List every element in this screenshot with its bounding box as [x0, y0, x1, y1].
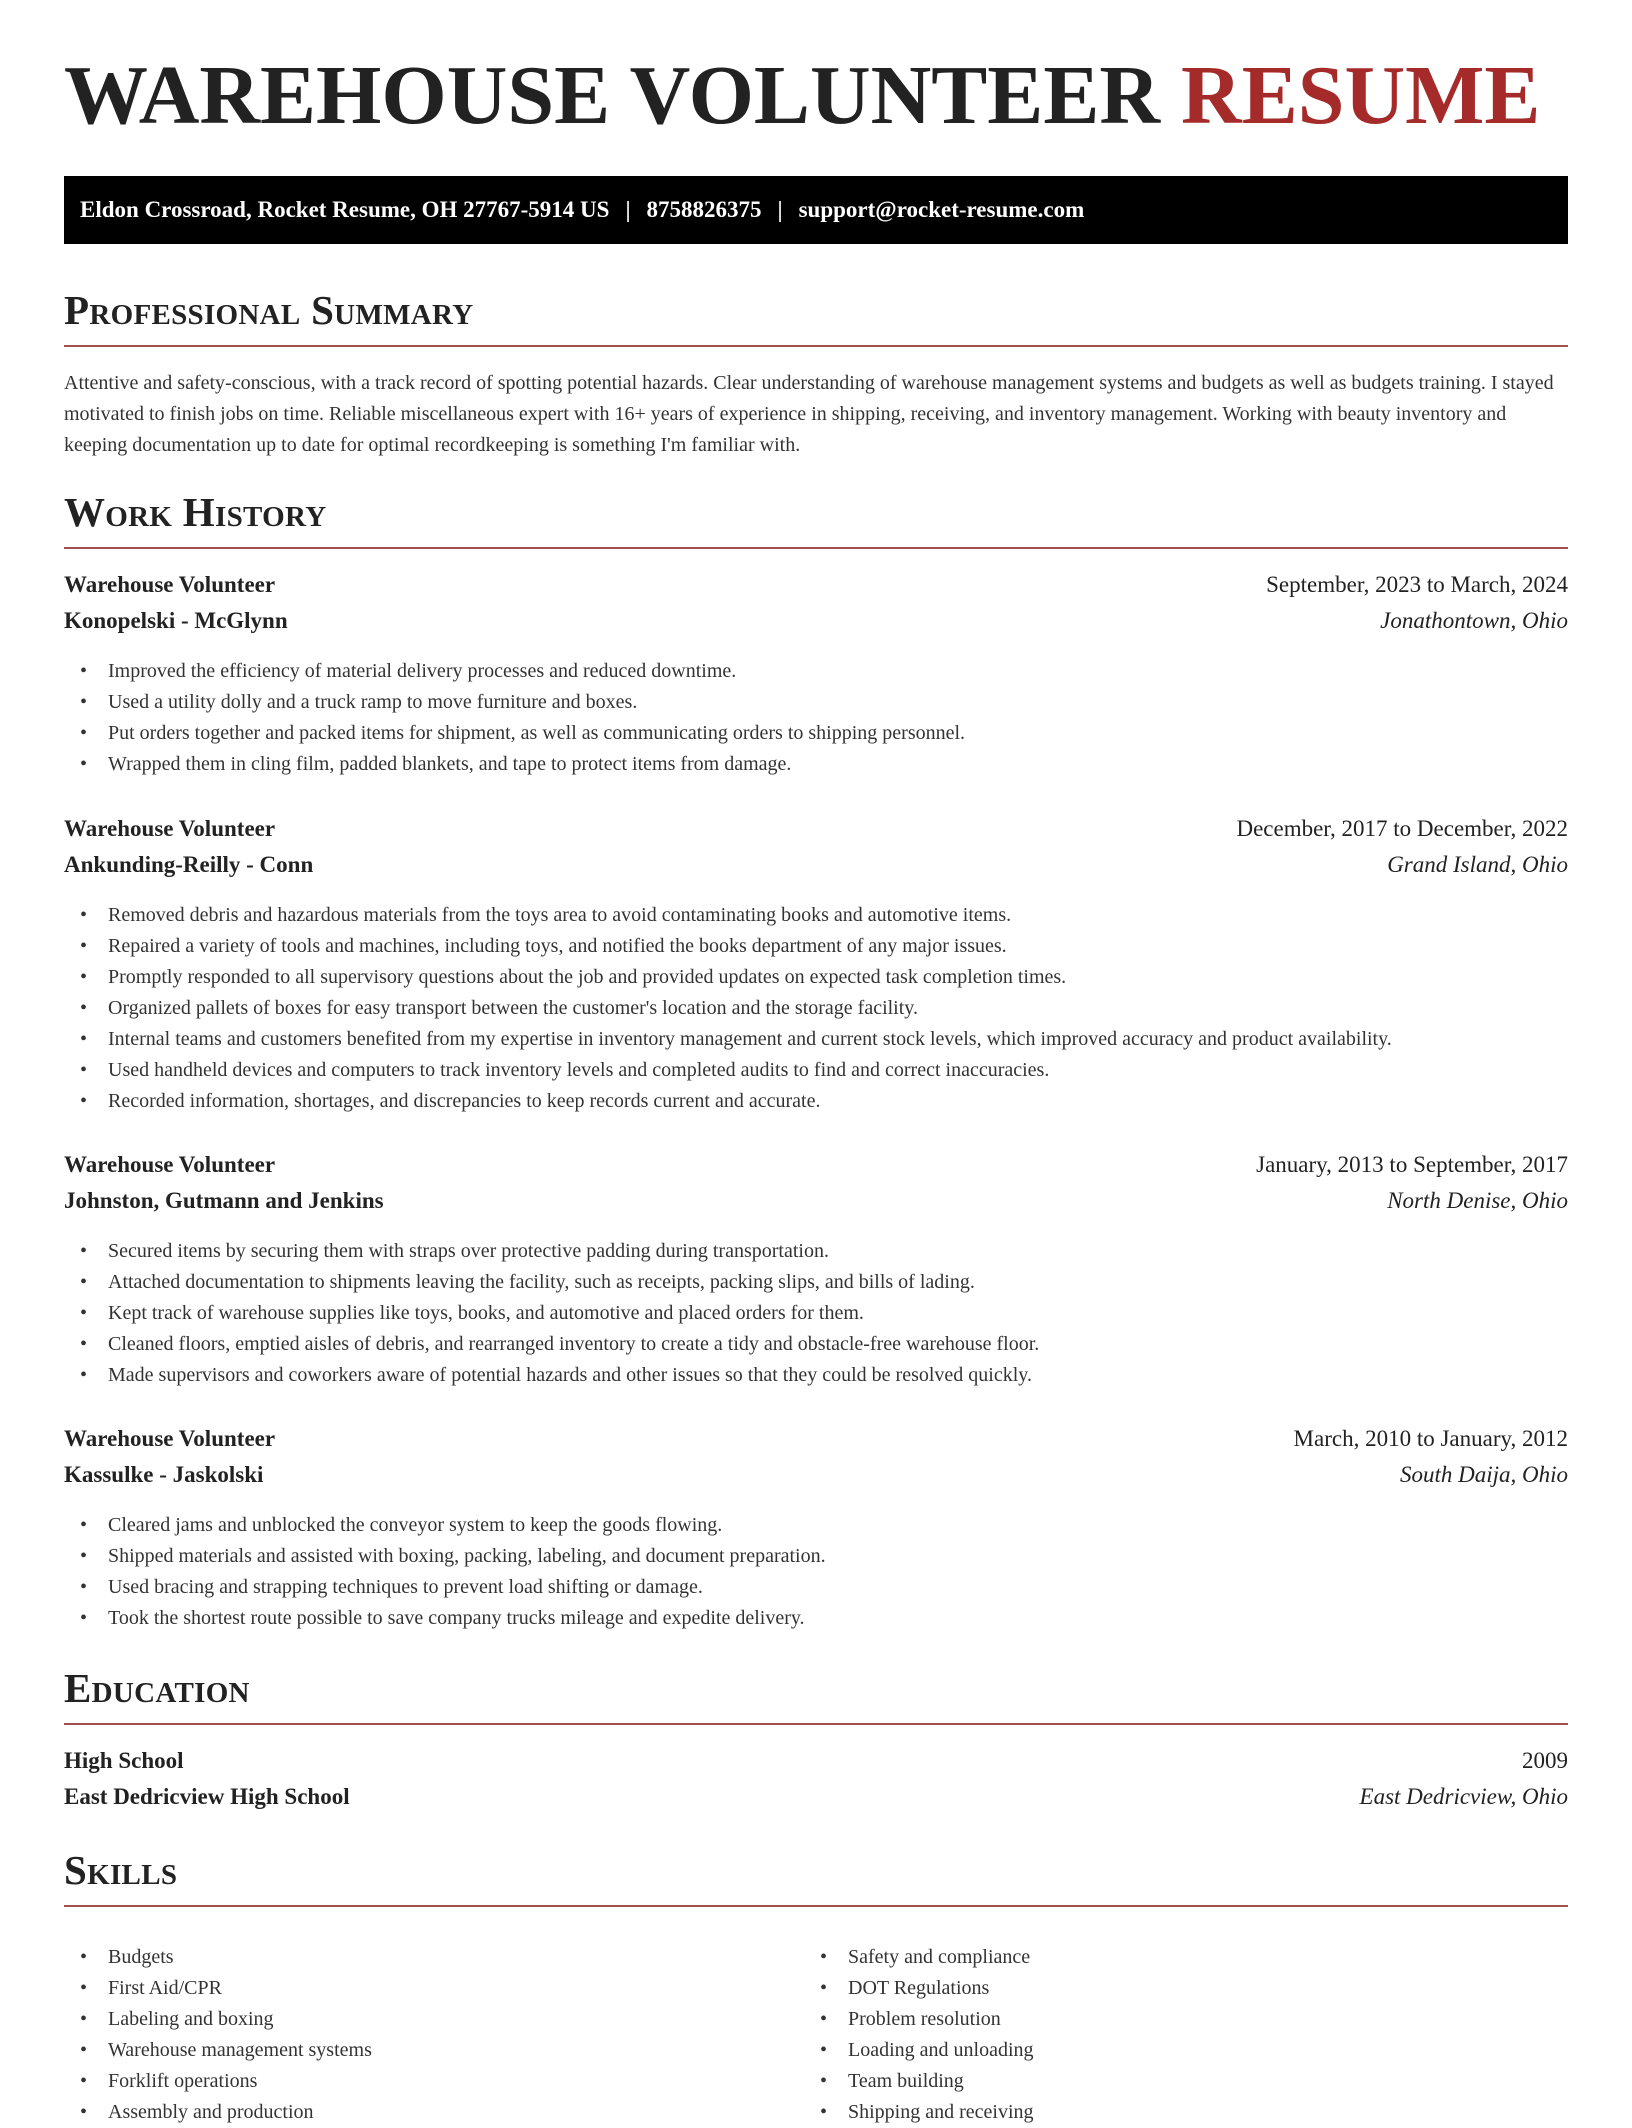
job-company: Kassulke - Jaskolski [64, 1462, 264, 1487]
job-company: Ankunding-Reilly - Conn [64, 852, 314, 877]
job-company: Konopelski - McGlynn [64, 608, 288, 633]
contact-phone[interactable]: 8758826375 [646, 197, 762, 222]
skills-list [64, 1930, 1568, 2128]
job-entry [64, 572, 1568, 780]
job-duties-list [64, 1510, 1568, 1634]
job-dates: December, 2017 to December, 2022 [1236, 816, 1568, 841]
list-item: • Internal teams and customers benefited from my expertise in inventory management and current stock levels, which improved accuracy and product availability. [64, 1024, 1568, 1055]
education-school: East Dedricview High School [64, 1784, 350, 1809]
list-item: • Organized pallets of boxes for easy transport between the customer's location and the storage facility. [64, 993, 1568, 1024]
list-item: • Recorded information, shortages, and discrepancies to keep records current and accurate. [64, 1086, 1568, 1117]
list-item: • Cleared jams and unblocked the conveyor system to keep the goods flowing. [64, 1510, 1568, 1541]
skill-item: • Forklift operations [64, 2066, 804, 2097]
skill-item: • Problem resolution [804, 2004, 1544, 2035]
title-main: WAREHOUSE VOLUNTEER [64, 49, 1182, 142]
skill-item: • First Aid/CPR [64, 1973, 804, 2004]
list-item: • Wrapped them in cling film, padded blankets, and tape to protect items from damage. [64, 749, 1568, 780]
skill-item: • Safety and compliance [804, 1942, 1544, 1973]
contact-separator: | [777, 197, 783, 222]
list-item: • Used handheld devices and computers to track inventory levels and completed audits to find and correct inaccuracies. [64, 1055, 1568, 1086]
list-item: • Promptly responded to all supervisory questions about the job and provided updates on expected task completion times. [64, 962, 1568, 993]
list-item: • Shipped materials and assisted with boxing, packing, labeling, and document preparation. [64, 1541, 1568, 1572]
job-entry [64, 816, 1568, 1117]
skill-item: • Loading and unloading [804, 2035, 1544, 2066]
list-item: • Repaired a variety of tools and machines, including toys, and notified the books department of any major issues. [64, 931, 1568, 962]
list-item: • Cleaned floors, emptied aisles of debris, and rearranged inventory to create a tidy and obstacle-free warehouse floor. [64, 1329, 1568, 1360]
list-item: • Used bracing and strapping techniques to prevent load shifting or damage. [64, 1572, 1568, 1603]
skill-item: • Budgets [64, 1942, 804, 1973]
section-title-education: Education [64, 1668, 1568, 1725]
skill-item: • Shipping and receiving [804, 2097, 1544, 2128]
list-item: • Secured items by securing them with straps over protective padding during transportation. [64, 1236, 1568, 1267]
section-title-skills: Skills [64, 1850, 1568, 1907]
education-year: 2009 [1522, 1748, 1568, 1773]
resume-title [64, 49, 1541, 142]
list-item: • Kept track of warehouse supplies like toys, books, and automotive and placed orders for them. [64, 1298, 1568, 1329]
skill-item: • Warehouse management systems [64, 2035, 804, 2066]
job-duties-list [64, 1236, 1568, 1391]
skill-item: • DOT Regulations [804, 1973, 1544, 2004]
job-location: Jonathontown, Ohio [1380, 608, 1568, 633]
list-item: • Improved the efficiency of material delivery processes and reduced downtime. [64, 656, 1568, 687]
skill-item: • Labeling and boxing [64, 2004, 804, 2035]
job-dates: January, 2013 to September, 2017 [1256, 1152, 1568, 1177]
job-duties-list [64, 900, 1568, 1117]
job-title: Warehouse Volunteer [64, 1152, 276, 1177]
job-entry [64, 1426, 1568, 1634]
job-location: South Daija, Ohio [1399, 1462, 1568, 1487]
contact-bar [64, 176, 1568, 244]
education-entry [64, 1748, 1568, 1820]
list-item: • Removed debris and hazardous materials from the toys area to avoid contaminating books and automotive items. [64, 900, 1568, 931]
professional-summary: Attentive and safety-conscious, with a track record of spotting potential hazards. Clear understanding of warehouse management systems and budgets as well as budgets training. I stayed motivated to finish jobs on time. Reliable miscellaneous expert with 16+ years of experience in shipping, receiving, and inventory management. Working with beauty inventory and keeping documentation up to date for optimal recordkeeping is something I'm familiar with. [64, 372, 1554, 456]
education-location: East Dedricview, Ohio [1359, 1784, 1568, 1809]
contact-separator: | [625, 197, 631, 222]
job-title: Warehouse Volunteer [64, 1426, 276, 1451]
job-entry [64, 1152, 1568, 1391]
list-item: • Put orders together and packed items for shipment, as well as communicating orders to shipping personnel. [64, 718, 1568, 749]
title-accent: RESUME [1181, 49, 1541, 142]
section-title-work-history: Work History [64, 492, 1568, 549]
job-location: Grand Island, Ohio [1387, 852, 1568, 877]
list-item: • Attached documentation to shipments leaving the facility, such as receipts, packing slips, and bills of lading. [64, 1267, 1568, 1298]
education-degree: High School [64, 1748, 184, 1773]
job-dates: September, 2023 to March, 2024 [1266, 572, 1568, 597]
skills-column-left [64, 1942, 804, 2128]
list-item: • Made supervisors and coworkers aware of potential hazards and other issues so that they could be resolved quickly. [64, 1360, 1568, 1391]
job-title: Warehouse Volunteer [64, 816, 276, 841]
section-title-summary: Professional Summary [64, 290, 1568, 347]
job-duties-list [64, 656, 1568, 780]
skills-column-right [804, 1942, 1544, 2128]
skill-item: • Assembly and production [64, 2097, 804, 2128]
job-company: Johnston, Gutmann and Jenkins [64, 1188, 384, 1213]
job-title: Warehouse Volunteer [64, 572, 276, 597]
contact-address: Eldon Crossroad, Rocket Resume, OH 27767-5914 US [80, 197, 610, 222]
job-dates: March, 2010 to January, 2012 [1293, 1426, 1568, 1451]
list-item: • Took the shortest route possible to save company trucks mileage and expedite delivery. [64, 1603, 1568, 1634]
list-item: • Used a utility dolly and a truck ramp to move furniture and boxes. [64, 687, 1568, 718]
skill-item: • Team building [804, 2066, 1544, 2097]
contact-email[interactable]: support@rocket-resume.com [798, 197, 1085, 222]
job-location: North Denise, Ohio [1387, 1188, 1568, 1213]
